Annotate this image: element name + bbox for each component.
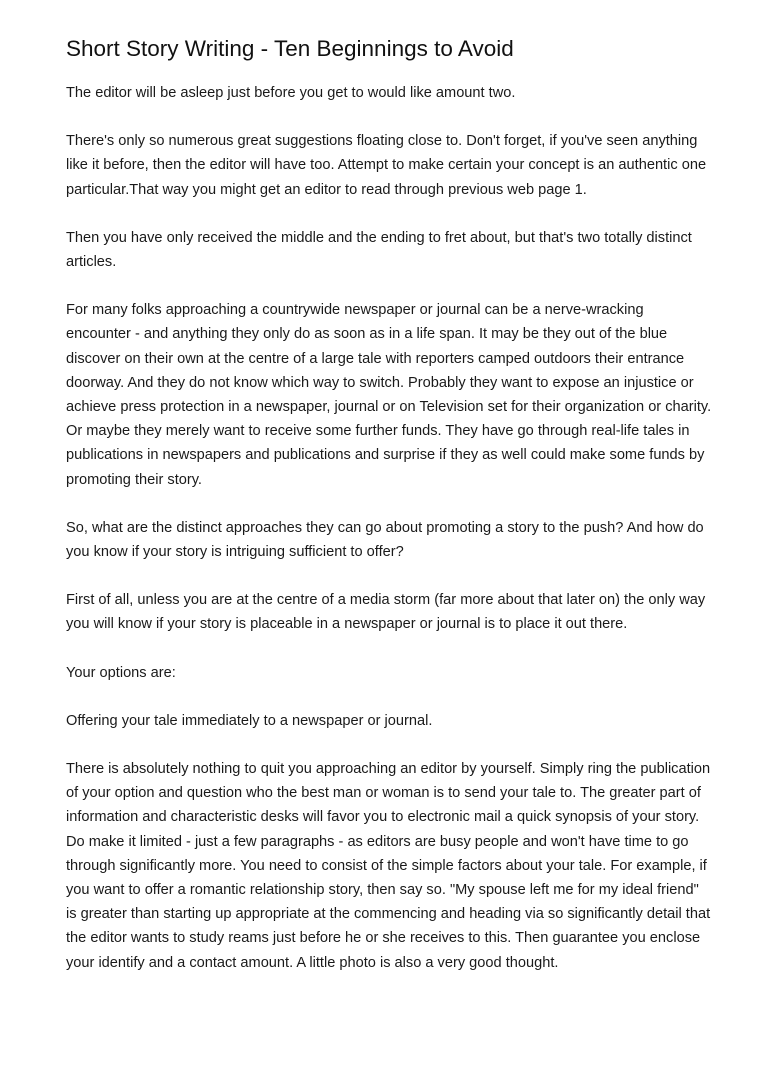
paragraph: Offering your tale immediately to a newspaper or journal. [66,712,433,729]
paragraph: So, what are the distinct approaches they can go about promoting a story to the push? And how do you know if your story is intriguing sufficient to offer? [66,519,704,561]
page-title: Short Story Writing - Ten Beginnings to Avoid [66,36,514,61]
document-body [66,34,712,975]
paragraph: There is absolutely nothing to quit you approaching an editor by yourself. Simply ring the publication of your option and question who the best man or woman is to send your tale to. The greater part of information and characteristic desks will favor you to electronic mail a quick synopsis of your story. Do make it limited - just a few paragraphs - as editors are busy people and won't have time to go through significantly more. You need to consist of the simple factors about your tale. For example, if you want to offer a romantic relationship story, then say so. "My spouse left me for my ideal friend" is greater than starting up appropriate at the commencing and heading via so significantly detail that the editor wants to study reams just before he or she receives to this. Then guarantee you enclose your identify and a contact amount. A little photo is also a very good thought. [66,761,711,971]
paragraph: Then you have only received the middle and the ending to fret about, but that's two totally distinct articles. [66,229,692,271]
paragraph: There's only so numerous great suggestions floating close to. Don't forget, if you've seen anything like it before, then the editor will have too. Attempt to make certain your concept is an authentic one particular.That way you might get an editor to read through previous web page 1. [66,133,707,198]
paragraph: First of all, unless you are at the centre of a media storm (far more about that later on) the only way you will know if your story is placeable in a newspaper or journal is to place it out there. [66,592,706,633]
paragraph: The editor will be asleep just before you get to would like amount two. [66,85,516,101]
paragraph: For many folks approaching a countrywide newspaper or journal can be a nerve-wracking encounter - and anything they only do as soon as in a life span. It may be they out of the blue discover on their own at the centre of a large tale with reporters camped outdoors their entrance doorway. And they do not know which way to switch. Probably they want to expose an injustice or achieve press protection in a newspaper, journal or on Television set for their organization or charity. Or maybe they merely want to receive some further funds. They have go through real-life tales in publications in newspapers and publications and surprise if they as well could make some funds by promoting their story. [66,302,712,488]
paragraph: Your options are: [66,664,176,681]
